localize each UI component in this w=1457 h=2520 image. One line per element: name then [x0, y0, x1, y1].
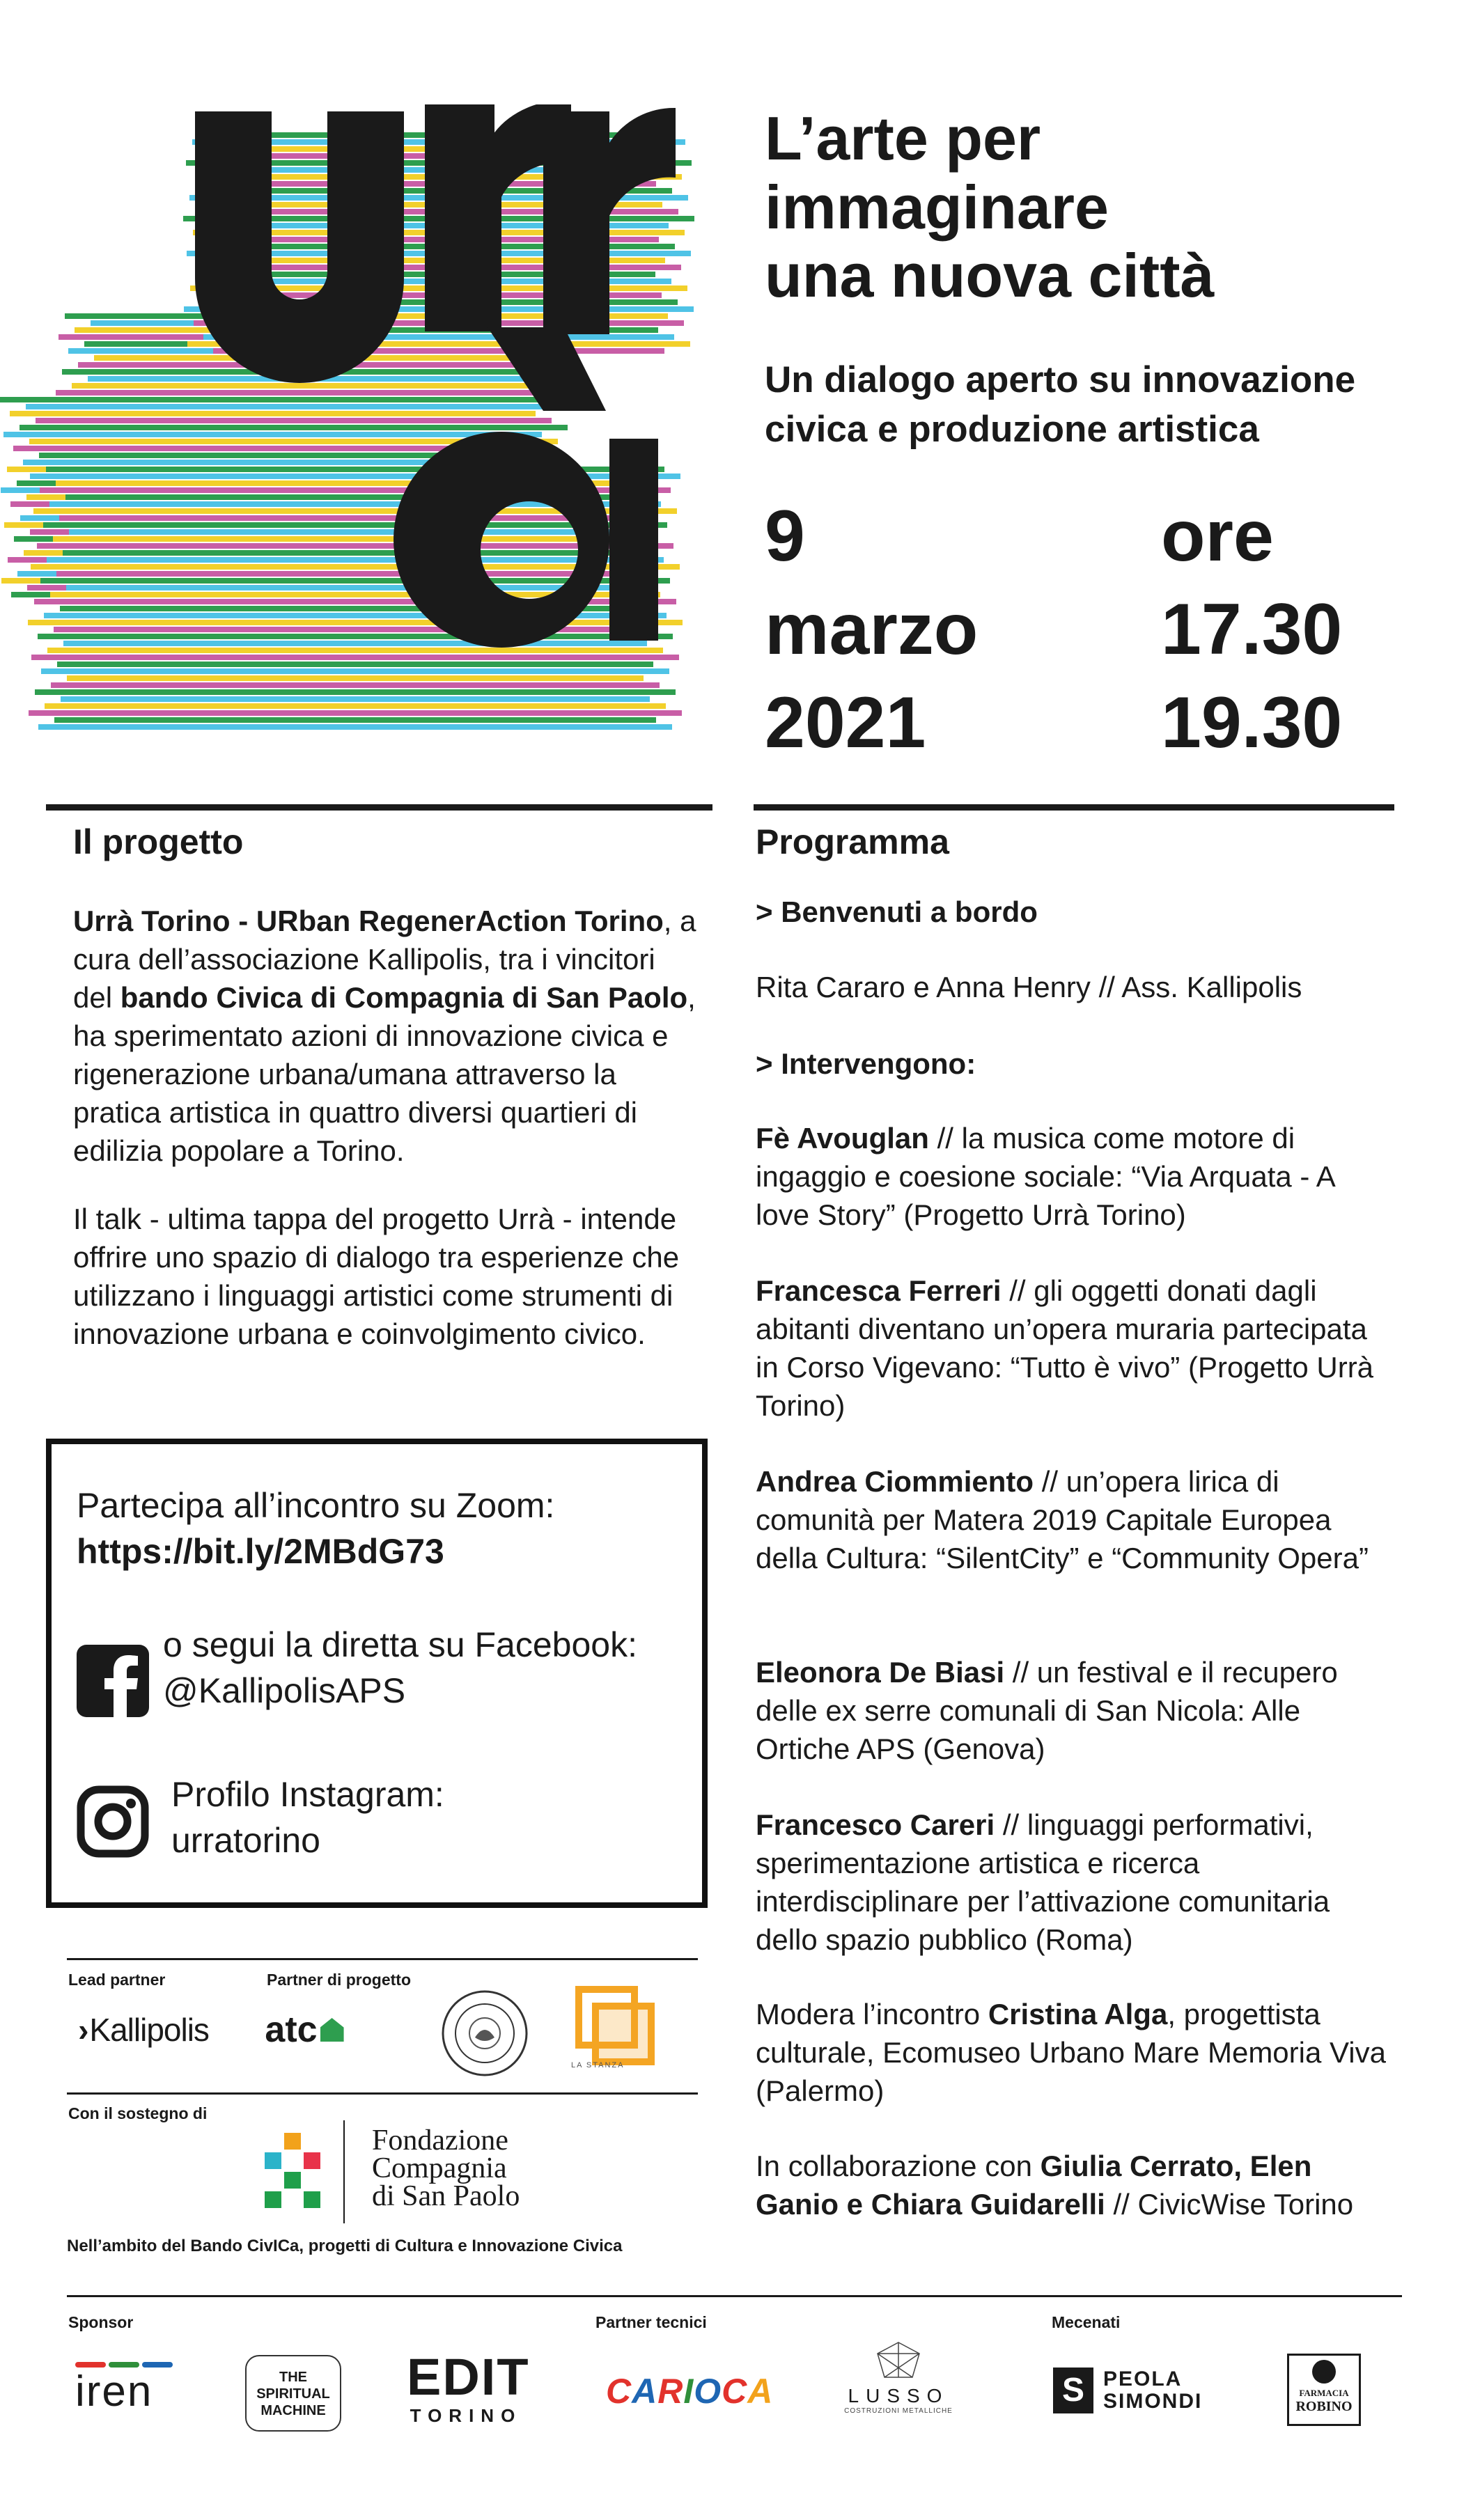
kallipolis-mark-icon: › [78, 2012, 88, 2048]
program-item: Francesca Ferreri // gli oggetti donati dagli abitanti diventano un’opera muraria partecipata in Corso Vigevano: “Tutto è vivo” (Progetto Urrà Torino) [756, 1274, 1374, 1422]
project-partner-label: Partner di progetto [267, 1971, 412, 1989]
iren-logo: iren [75, 2362, 187, 2425]
facebook-info: o segui la diretta su Facebook: @KallipolisAPS [163, 1622, 637, 1714]
program-speakers-heading: > Intervengono: [756, 1047, 976, 1080]
partners-rule-bottom [67, 2092, 698, 2095]
stripe-band [91, 411, 536, 416]
farmacia-robino-logo: FARMACIA ROBINO [1287, 2354, 1361, 2426]
spiritual-machine-logo: THE SPIRITUAL MACHINE [245, 2355, 341, 2432]
program-item: Francesco Careri // linguaggi performativi, sperimentazione artistica e ricerca interdisciplinare per l’attivazione comunitaria dello spazio pubblico (Roma) [756, 1808, 1330, 1956]
project-rule [46, 804, 712, 811]
foundation-divider [343, 2120, 345, 2223]
instagram-info: Profilo Instagram: urratorino [171, 1771, 444, 1863]
facebook-icon[interactable] [77, 1645, 149, 1717]
edit-torino-logo: EDIT TORINO [407, 2348, 530, 2426]
stripe-band [53, 536, 657, 542]
politecnico-seal-icon [440, 1989, 529, 2078]
stripe-band [66, 585, 644, 590]
atc-logo: atc [252, 2005, 357, 2054]
stripe-band [38, 634, 673, 639]
stripe-band [63, 641, 647, 646]
stripe-band [31, 655, 679, 660]
stripe-band [29, 710, 682, 716]
stripe-band [81, 397, 545, 402]
program-heading: Programma [756, 822, 949, 861]
instagram-icon[interactable] [77, 1785, 149, 1858]
stripe-band [47, 648, 663, 653]
zoom-link[interactable]: https://bit.ly/2MBdG73 [77, 1532, 444, 1571]
urra-logo [0, 104, 703, 745]
stripe-band [67, 675, 644, 681]
program-item: Eleonora De Biasi // un festival e il recupero delle ex serre comunali di San Nicola: Alle Ortiche APS (Genova) [756, 1656, 1338, 1765]
carioca-logo: CARIOCA [606, 2372, 774, 2411]
stripe-band [75, 418, 552, 423]
peola-simondi-logo: S PEOLA SIMONDI [1053, 2368, 1202, 2413]
project-heading: Il progetto [73, 822, 244, 861]
program-welcome: > Benvenuti a bordo [756, 895, 1038, 928]
stripe-band [41, 668, 669, 674]
stripe-band [45, 703, 666, 709]
bando-note: Nell’ambito del Bando CivICa, progetti di Cultura e Innovazione Civica [67, 2237, 623, 2255]
lead-partner-label: Lead partner [68, 1971, 166, 1989]
event-subtitle: Un dialogo aperto su innovazione civica e produzione artistica [765, 359, 1356, 451]
program-item: Andrea Ciommiento // un’opera lirica di comunità per Matera 2019 Capitale Europea della Cultura: “SilentCity” e “Community Opera” [756, 1465, 1369, 1574]
stripe-band [56, 390, 571, 396]
compagnia-san-paolo-logo: Fondazione Compagnia di San Paolo [372, 2124, 520, 2212]
tech-partners-label: Partner tecnici [595, 2313, 707, 2331]
sponsor-label: Sponsor [68, 2313, 134, 2331]
zoom-info: Partecipa all’incontro su Zoom: https://bit.ly/2MBdG73 [77, 1482, 554, 1574]
instagram-handle[interactable]: urratorino [171, 1821, 320, 1860]
peola-simondi-mark-icon: S [1053, 2368, 1093, 2413]
stripe-band [61, 696, 650, 702]
support-label: Con il sostegno di [68, 2104, 208, 2122]
program-moderator: Modera l’incontro Cristina Alga, progettista culturale, Ecomuseo Urbano Mare Memoria Viva (Palermo) [756, 1998, 1386, 2107]
program-rule [754, 804, 1394, 811]
mecenati-label: Mecenati [1052, 2313, 1121, 2331]
stripe-band [51, 682, 660, 688]
program-welcome-people: Rita Cararo e Anna Henry // Ass. Kallipolis [756, 971, 1302, 1003]
event-title: L’arte per immaginare una nuova città [765, 104, 1215, 311]
compagnia-san-paolo-mark-icon [265, 2133, 322, 2216]
facebook-handle[interactable]: @KallipolisAPS [163, 1671, 406, 1710]
stripe-band [56, 571, 654, 577]
event-date: 9 marzo 2021 [765, 496, 979, 763]
kallipolis-logo: › Kallipolis [78, 2012, 209, 2048]
program-item: Fè Avouglan // la musica come motore di ingaggio e coesione sociale: “Via Arquata - A love Story” (Progetto Urrà Torino) [756, 1122, 1334, 1231]
atc-house-icon [320, 2018, 344, 2042]
stripe-band [57, 662, 653, 667]
robino-emblem-icon [1312, 2360, 1336, 2384]
stripe-band [54, 627, 657, 632]
la-stanza-logo: LA STANZA [571, 1983, 655, 2067]
partners-rule-top [67, 1958, 698, 1960]
stripe-band [69, 529, 641, 535]
lusso-logo: LUSSO COSTRUZIONI METALLICHE [832, 2340, 965, 2415]
stripe-band [28, 620, 683, 625]
stripe-band [47, 557, 664, 563]
stripe-band [72, 383, 555, 389]
stripe-band [38, 724, 672, 730]
project-description: Urrà Torino - URban RegenerAction Torino, a cura dell’associazione Kallipolis, tra i vincitori del bando Civica di Compagnia di San Paolo, ha sperimentato azioni di innovazione civica e rigenerazione urbana/umana attraverso la pratica artistica in quattro diversi quartieri di edilizia popolare a Torino. [73, 905, 696, 1167]
stripe-band [65, 404, 561, 409]
sponsors-rule [67, 2295, 1402, 2297]
stripe-band [63, 550, 648, 556]
event-time: ore 17.30 19.30 [1161, 496, 1343, 763]
stripe-band [59, 515, 651, 521]
lusso-mark-icon [871, 2340, 926, 2381]
stripe-band [54, 717, 656, 723]
program-collaboration: In collaborazione con Giulia Cerrato, Elen Ganio e Chiara Guidarelli // CivicWise Torino [756, 2150, 1354, 2221]
stripe-band [35, 689, 676, 695]
stripe-band [59, 425, 568, 430]
project-talk-description: Il talk - ultima tappa del progetto Urrà - intende offrire uno spazio di dialogo tra esperienze che utilizzano i linguaggi artistici come strumenti di innovazione urbana e coinvolgimento civico. [73, 1203, 680, 1350]
participate-box [46, 1439, 708, 1908]
